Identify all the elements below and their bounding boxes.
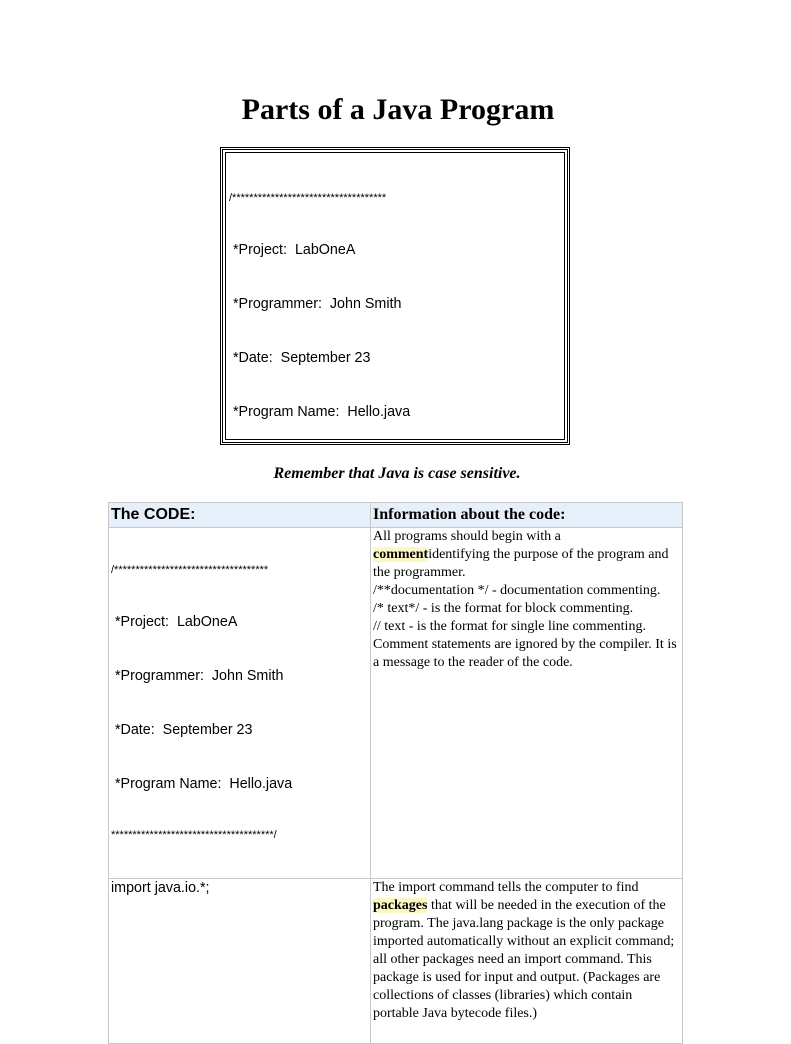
code-line: *Programmer: John Smith [111, 668, 284, 684]
info-cell-comment [371, 528, 683, 879]
code-line: /************************************ [111, 564, 269, 576]
table-row [109, 528, 683, 879]
info-text: The import command tells the computer to find [373, 880, 639, 895]
table-header-row [109, 503, 683, 528]
code-box [220, 147, 570, 445]
highlight-packages: packages [373, 898, 428, 913]
highlight-comment: comment [373, 547, 429, 562]
info-cell-import [371, 879, 683, 1044]
code-line: *Programmer: John Smith [229, 296, 402, 312]
case-sensitive-note: Remember that Java is case sensitive. [273, 465, 521, 482]
code-listing [225, 152, 565, 440]
code-line: *Program Name: Hello.java [111, 776, 293, 792]
info-text: Comment statements are ignored by the compiler. It is a message to the reader of the code. [373, 637, 677, 670]
header-info: Information about the code: [371, 503, 683, 528]
code-line: *Date: September 23 [111, 722, 253, 738]
code-line: *Date: September 23 [229, 350, 371, 366]
code-line: *Project: LabOneA [229, 242, 356, 258]
code-info-table [108, 502, 683, 1044]
code-line: /************************************ [229, 192, 387, 204]
info-text: /* text*/ - is the format for block commenting. [373, 601, 634, 616]
info-text: identifying the purpose of the program and the programmer. [373, 547, 669, 580]
code-line: **************************************/ [111, 829, 277, 841]
header-code: The CODE: [109, 503, 371, 528]
info-text: // text - is the format for single line commenting. [373, 619, 646, 634]
table-row [109, 879, 683, 1044]
info-text: that will be needed in the execution of the program. The java.lang package is the only package imported automatically without an explicit command; all other packages need an import command. This package is used for input and output. (Packages are collections of classes (libraries) which contain portable Java bytecode files.) [373, 898, 675, 1021]
info-text: All programs should begin with a [373, 529, 561, 544]
code-line: *Program Name: Hello.java [229, 404, 411, 420]
code-cell-comment [109, 528, 371, 879]
info-text: /**documentation */ - documentation commenting. [373, 583, 661, 598]
code-cell-import: import java.io.*; [109, 879, 371, 1044]
page-title: Parts of a Java Program [241, 93, 555, 126]
code-line: *Project: LabOneA [111, 614, 238, 630]
